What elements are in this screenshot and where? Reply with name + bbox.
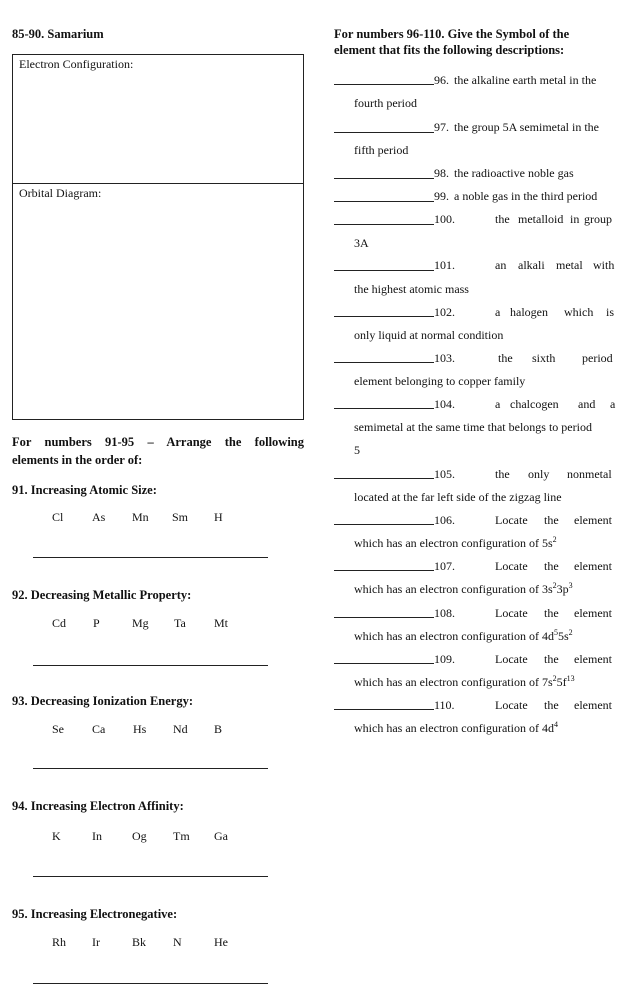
question-word: metalloid bbox=[518, 212, 564, 226]
question-91-title: 91. Increasing Atomic Size: bbox=[12, 483, 157, 497]
element: Rh bbox=[52, 935, 67, 949]
answer-blank-107[interactable] bbox=[334, 570, 434, 571]
question-word: element bbox=[574, 652, 612, 666]
element: Cd bbox=[52, 616, 67, 630]
question-103-continued: element belonging to copper family bbox=[354, 374, 526, 388]
question-text: the group 5A semimetal in the bbox=[454, 120, 599, 134]
config-superscript: 3 bbox=[568, 581, 573, 590]
question-word: element bbox=[574, 513, 612, 527]
question-106-continued bbox=[354, 535, 557, 551]
element: Ta bbox=[174, 616, 186, 630]
electron-configuration-box[interactable] bbox=[12, 54, 304, 184]
element: Sm bbox=[172, 510, 189, 524]
question-110-continued bbox=[354, 720, 558, 736]
question-number: 110. bbox=[434, 698, 455, 712]
question-number: 102. bbox=[434, 305, 455, 319]
answer-blank-109[interactable] bbox=[334, 663, 434, 664]
element: As bbox=[92, 510, 106, 524]
element: Bk bbox=[132, 935, 147, 949]
question-number: 101. bbox=[434, 258, 455, 272]
element: Ga bbox=[214, 829, 228, 843]
config-superscript: 2 bbox=[552, 581, 557, 590]
question-94-title: 94. Increasing Electron Affinity: bbox=[12, 799, 184, 813]
question-word: Locate bbox=[495, 606, 528, 620]
config-term: 3s bbox=[541, 582, 553, 596]
answer-line-94[interactable] bbox=[33, 876, 268, 877]
question-word: the bbox=[495, 212, 510, 226]
element: Mt bbox=[214, 616, 229, 630]
question-word: the bbox=[544, 606, 559, 620]
question-104-continued: semimetal at the same time that belongs to period bbox=[354, 420, 592, 434]
question-word: element bbox=[574, 606, 612, 620]
answer-blank-96[interactable] bbox=[334, 84, 434, 85]
config-prefix: which has an electron configuration of bbox=[354, 582, 539, 596]
question-word: a bbox=[610, 397, 616, 411]
question-word: Locate bbox=[495, 698, 528, 712]
question-word: a bbox=[495, 305, 501, 319]
element: N bbox=[173, 935, 182, 949]
element: Ir bbox=[92, 935, 100, 949]
element: B bbox=[214, 722, 223, 736]
question-93-title: 93. Decreasing Ionization Energy: bbox=[12, 694, 194, 708]
question-number: 108. bbox=[434, 606, 455, 620]
answer-blank-104[interactable] bbox=[334, 408, 434, 409]
element: K bbox=[52, 829, 61, 843]
answer-blank-105[interactable] bbox=[334, 478, 434, 479]
question-text: a noble gas in the third period bbox=[454, 189, 598, 203]
question-104-continued-2: 5 bbox=[354, 443, 360, 457]
question-108-continued bbox=[354, 628, 573, 644]
config-prefix: which has an electron configuration of bbox=[354, 675, 539, 689]
question-text: the alkaline earth metal in the bbox=[454, 73, 597, 87]
element: Cl bbox=[52, 510, 64, 524]
question-word: the bbox=[544, 559, 559, 573]
question-105-continued: located at the far left side of the zigzag line bbox=[354, 490, 562, 504]
answer-blank-110[interactable] bbox=[334, 709, 434, 710]
element: Mg bbox=[132, 616, 149, 630]
config-term: 7s bbox=[541, 675, 553, 689]
question-text: the radioactive noble gas bbox=[454, 166, 574, 180]
element: Og bbox=[132, 829, 147, 843]
question-word: halogen bbox=[510, 305, 548, 319]
answer-blank-102[interactable] bbox=[334, 316, 434, 317]
config-term: 5s bbox=[557, 629, 569, 643]
right-header-line-2: element that fits the following descriptions: bbox=[334, 43, 565, 57]
question-word: the bbox=[544, 652, 559, 666]
question-number: 107. bbox=[434, 559, 455, 573]
right-header bbox=[334, 26, 618, 58]
question-word: group bbox=[584, 212, 612, 226]
question-word: Locate bbox=[495, 513, 528, 527]
question-word: an bbox=[495, 258, 507, 272]
answer-blank-100[interactable] bbox=[334, 224, 434, 225]
answer-blank-97[interactable] bbox=[334, 132, 434, 133]
question-109-continued bbox=[354, 674, 575, 690]
element: P bbox=[93, 616, 100, 630]
config-prefix: which has an electron configuration of bbox=[354, 536, 539, 550]
samarium-title: 85-90. Samarium bbox=[12, 27, 104, 41]
answer-blank-108[interactable] bbox=[334, 617, 434, 618]
config-term: 5s bbox=[541, 536, 553, 550]
question-97-continued: fifth period bbox=[354, 143, 409, 157]
question-number: 104. bbox=[434, 397, 455, 411]
question-number: 97. bbox=[434, 120, 449, 134]
question-word: element bbox=[574, 559, 612, 573]
question-word: the bbox=[544, 698, 559, 712]
question-number: 100. bbox=[434, 212, 455, 226]
question-100-continued: 3A bbox=[354, 236, 369, 250]
question-word: only bbox=[528, 467, 550, 481]
question-word: Locate bbox=[495, 652, 528, 666]
question-95-title: 95. Increasing Electronegative: bbox=[12, 907, 178, 921]
question-102-continued: only liquid at normal condition bbox=[354, 328, 504, 342]
element: Se bbox=[52, 722, 64, 736]
question-number: 98. bbox=[434, 166, 449, 180]
config-superscript: 2 bbox=[568, 628, 573, 637]
element: H bbox=[214, 510, 223, 524]
question-92-title: 92. Decreasing Metallic Property: bbox=[12, 588, 192, 602]
question-word: period bbox=[582, 351, 613, 365]
question-word: chalcogen bbox=[510, 397, 559, 411]
answer-line-91[interactable] bbox=[33, 557, 268, 558]
answer-line-92[interactable] bbox=[33, 665, 268, 666]
element: Ca bbox=[92, 722, 106, 736]
arrange-instructions bbox=[12, 434, 304, 468]
config-superscript: 2 bbox=[552, 535, 557, 544]
answer-blank-98[interactable] bbox=[334, 178, 434, 179]
element: He bbox=[214, 935, 228, 949]
question-word: with bbox=[593, 258, 615, 272]
element: Mn bbox=[132, 510, 149, 524]
question-word: sixth bbox=[532, 351, 556, 365]
orbital-diagram-label: Orbital Diagram: bbox=[19, 186, 102, 200]
question-word: the bbox=[544, 513, 559, 527]
config-superscript: 5 bbox=[553, 628, 558, 637]
answer-line-95[interactable] bbox=[33, 983, 268, 984]
question-word: and bbox=[578, 397, 596, 411]
config-term: 5f bbox=[556, 675, 567, 689]
question-word: which bbox=[564, 305, 594, 319]
question-word: element bbox=[574, 698, 612, 712]
question-number: 103. bbox=[434, 351, 455, 365]
answer-line-93[interactable] bbox=[33, 768, 268, 769]
question-96-continued: fourth period bbox=[354, 96, 417, 110]
config-term: 3p bbox=[556, 582, 569, 596]
answer-blank-106[interactable] bbox=[334, 524, 434, 525]
question-number: 99. bbox=[434, 189, 449, 203]
config-term: 4d bbox=[541, 721, 554, 735]
answer-blank-101[interactable] bbox=[334, 270, 434, 271]
question-word: the bbox=[498, 351, 513, 365]
arrange-line-1: For numbers 91-95 – Arrange the following bbox=[12, 435, 304, 449]
element: Hs bbox=[133, 722, 147, 736]
question-word: in bbox=[570, 212, 580, 226]
question-number: 96. bbox=[434, 73, 449, 87]
element: Tm bbox=[173, 829, 190, 843]
question-word: nonmetal bbox=[567, 467, 612, 481]
config-superscript: 4 bbox=[553, 720, 558, 729]
question-number: 105. bbox=[434, 467, 455, 481]
right-header-line-1: For numbers 96-110. Give the Symbol of the bbox=[334, 27, 570, 41]
config-superscript: 2 bbox=[552, 674, 557, 683]
question-word: Locate bbox=[495, 559, 528, 573]
question-number: 109. bbox=[434, 652, 455, 666]
question-word: a bbox=[495, 397, 501, 411]
config-prefix: which has an electron configuration of bbox=[354, 721, 539, 735]
question-101-continued: the highest atomic mass bbox=[354, 282, 469, 296]
question-word: alkali bbox=[518, 258, 545, 272]
answer-blank-103[interactable] bbox=[334, 362, 434, 363]
question-word: metal bbox=[556, 258, 583, 272]
config-prefix: which has an electron configuration of bbox=[354, 629, 539, 643]
electron-configuration-label: Electron Configuration: bbox=[19, 57, 134, 71]
arrange-line-2: elements in the order of: bbox=[12, 453, 143, 467]
config-term: 4d bbox=[541, 629, 554, 643]
element: In bbox=[92, 829, 102, 843]
question-number: 106. bbox=[434, 513, 455, 527]
config-superscript: 13 bbox=[566, 674, 575, 683]
question-word: the bbox=[495, 467, 510, 481]
question-word: is bbox=[606, 305, 615, 319]
answer-blank-99[interactable] bbox=[334, 201, 434, 202]
orbital-diagram-box[interactable] bbox=[12, 183, 304, 420]
element: Nd bbox=[173, 722, 188, 736]
question-107-continued bbox=[354, 581, 573, 597]
